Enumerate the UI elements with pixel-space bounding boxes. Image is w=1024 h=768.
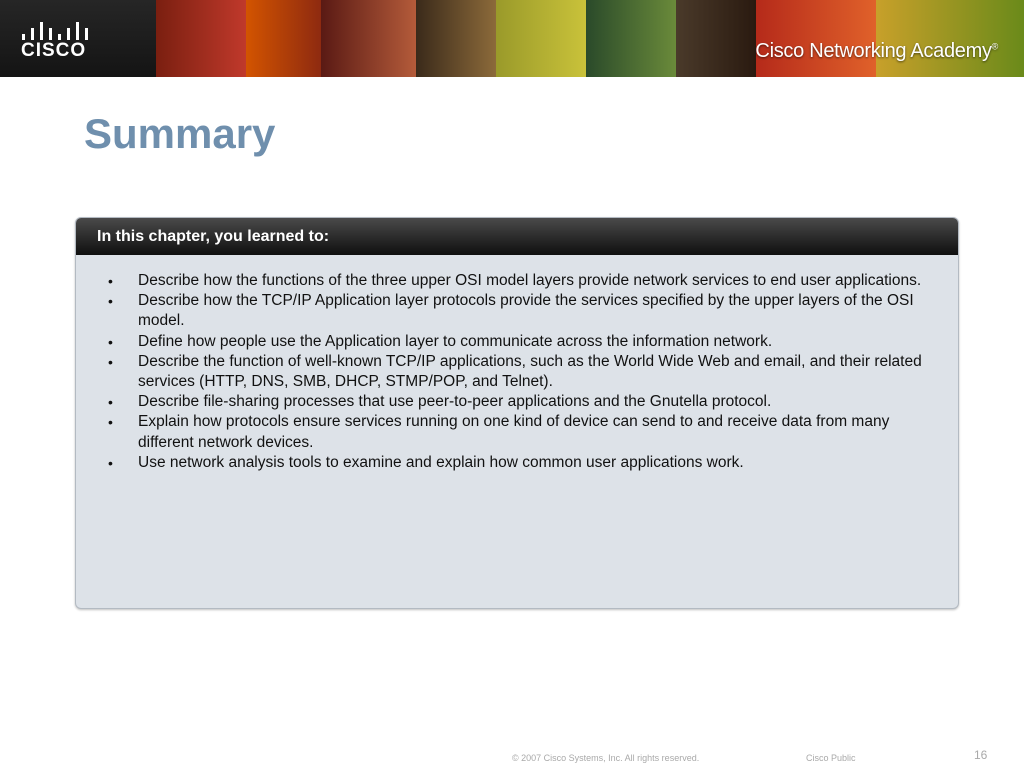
summary-list (76, 255, 958, 473)
header-banner (0, 0, 1024, 77)
panel-heading: In this chapter, you learned to: (76, 218, 958, 255)
copyright-notice: © 2007 Cisco Systems, Inc. All rights reserved. (512, 753, 700, 763)
classification-label: Cisco Public (806, 753, 856, 763)
student-photo-collage (156, 0, 1024, 77)
slide-title: Summary (84, 110, 276, 157)
list-item: • Describe how the functions of the three upper OSI model layers provide network services to end user applications. (106, 271, 946, 291)
bullet-icon: • (108, 414, 113, 431)
summary-panel (75, 217, 959, 609)
cisco-bridge-icon (22, 18, 92, 40)
list-item: • Describe file-sharing processes that use peer-to-peer applications and the Gnutella protocol. (106, 392, 946, 412)
page-number: 16 (974, 748, 988, 762)
cisco-logo (0, 0, 156, 77)
list-item: • Describe the function of well-known TCP/IP applications, such as the World Wide Web and email, and their related services (HTTP, DNS, SMB, DHCP, STMP/POP, and Telnet). (108, 352, 922, 391)
bullet-icon: • (108, 353, 113, 370)
networking-academy-title: Cisco Networking Academy® (755, 40, 998, 62)
bullet-icon: • (108, 454, 113, 471)
bullet-icon: • (108, 273, 113, 289)
bullet-icon: • (108, 394, 113, 411)
list-item: • Explain how protocols ensure services running on one kind of device can send to and receive data from many different network devices. (108, 413, 890, 451)
cisco-wordmark: CISCO (21, 40, 87, 61)
bullet-icon: • (108, 293, 113, 310)
list-item: • Describe how the TCP/IP Application layer protocols provide the services specified by the upper layers of the OSI model. (108, 292, 914, 330)
list-item: • Use network analysis tools to examine and explain how common user applications work. (106, 453, 946, 473)
bullet-icon: • (108, 333, 113, 350)
list-item: • Define how people use the Application layer to communicate across the information network. (106, 332, 946, 352)
